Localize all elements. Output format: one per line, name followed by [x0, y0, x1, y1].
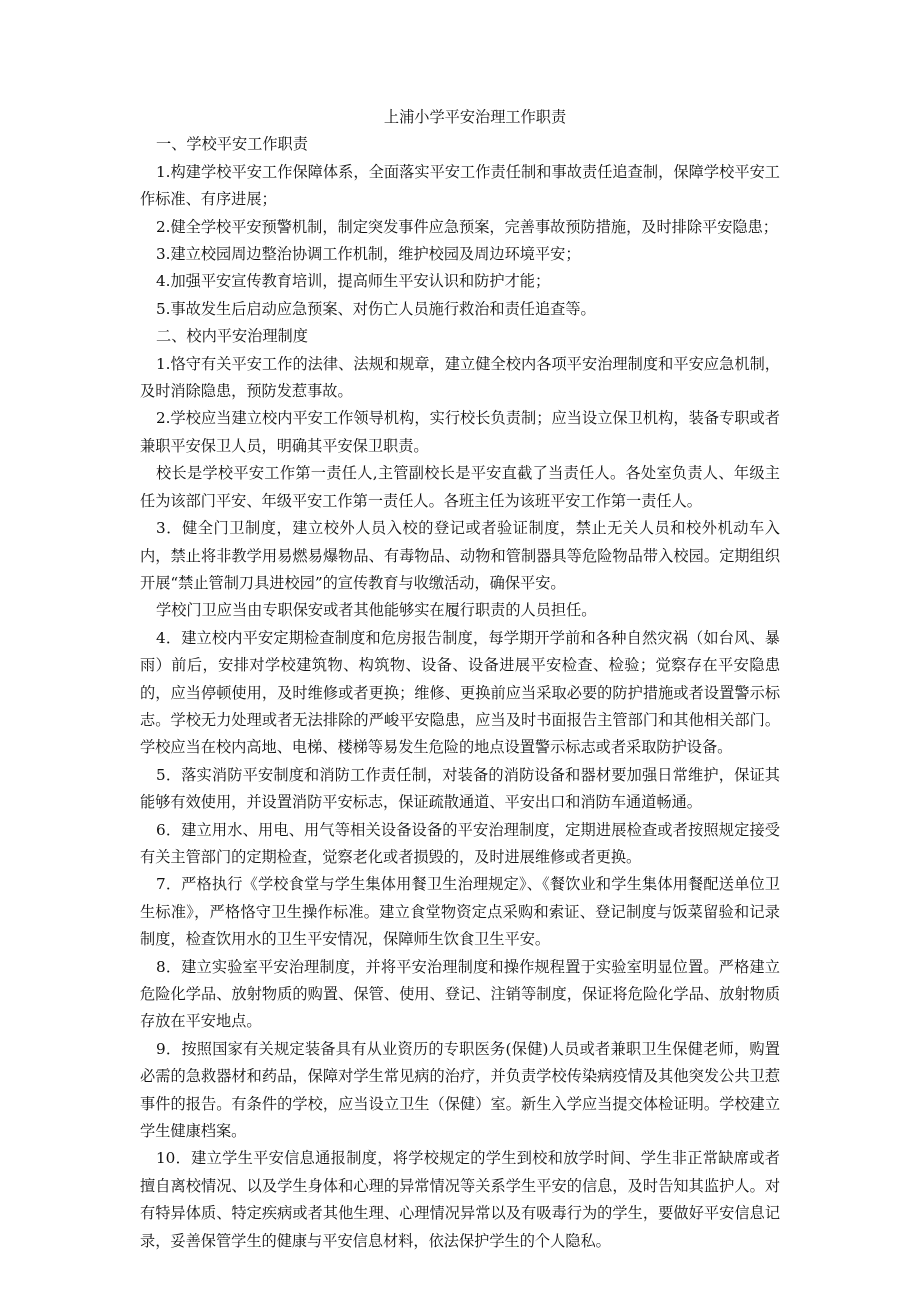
section-2-item-5: 5．落实消防平安制度和消防工作责任制，对装备的消防设备和器材要加强日常维护，保证其能够有效使用，并设置消防平安标志，保证疏散通道、平安出口和消防车通道畅通。	[140, 765, 780, 812]
section-1-item-5: 5.事故发生后启动应急预案、对伤亡人员施行救治和责任追查等。	[156, 299, 596, 318]
section-1-heading: 一、学校平安工作职责	[156, 135, 308, 154]
section-2-item-3: 3．健全门卫制度，建立校外人员入校的登记或者验证制度，禁止无关人员和校外机动车入内，禁止将非教学用易燃易爆物品、有毒物品、动物和管制器具等危险物品带入校园。定期组织开展“禁止管制刀具进校园”的宣传教育与收缴活动，确保平安。	[140, 519, 780, 592]
section-2-item-6: 6．建立用水、用电、用气等相关设备设备的平安治理制度，定期进展检查或者按照规定接受有关主管部门的定期检查，觉察老化或者损毁的，及时进展维修或者更换。	[140, 820, 780, 866]
section-2-item-2: 2.学校应当建立校内平安工作领导机构，实行校长负责制；应当设立保卫机构，装备专职或者兼职平安保卫人员，明确其平安保卫职责。	[140, 409, 780, 455]
document-title: 上浦小学平安治理工作职责	[383, 108, 567, 126]
section-1-item-3: 3.建立校园周边整治协调工作机制，维护校园及周边环境平安；	[156, 245, 581, 264]
section-2-heading: 二、校内平安治理制度	[156, 327, 308, 346]
section-1-item-4: 4.加强平安宣传教育培训，提高师生平安认识和防护才能；	[156, 272, 551, 291]
section-2-item-8: 8．建立实验室平安治理制度，并将平安治理制度和操作规程置于实验室明显位置。严格建立危险化学品、放射物质的购置、保管、使用、登记、注销等制度，保证将危险化学品、放射物质存放在平安地点。	[140, 957, 780, 1031]
section-2-item-9: 9．按照国家有关规定装备具有从业资历的专职医务(保健)人员或者兼职卫生保健老师，购置必需的急救器材和药品，保障对学生常见病的治疗，并负责学校传染病疫情及其他突发公共卫惹事件的报告。有条件的学校，应当设立卫生（保健）室。新生入学应当提交体检证明。学校建立学生健康档案。	[140, 1039, 780, 1141]
section-2-item-3b: 学校门卫应当由专职保安或者其他能够实在履行职责的人员担任。	[156, 601, 597, 620]
section-1-item-2: 2.健全学校平安预警机制，制定突发事件应急预案，完善事故预防措施，及时排除平安隐患；	[156, 217, 778, 236]
section-2-item-7: 7．严格执行《学校食堂与学生集体用餐卫生治理规定》、《餐饮业和学生集体用餐配送单位卫生标准》，严格恪守卫生操作标准。建立食堂物资定点采购和索证、登记制度与饭菜留验和记录制度，检查饮用水的卫生平安情况，保障师生饮食卫生平安。	[140, 875, 780, 949]
section-2-item-4: 4．建立校内平安定期检查制度和危房报告制度，每学期开学前和各种自然灾祸（如台风、暴雨）前后，安排对学校建筑物、构筑物、设备、设备进展平安检查、检验；觉察存在平安隐患的，应当停顿使用，及时维修或者更换；维修、更换前应当采取必要的防护措施或者设置警示标志。学校无力处理或者无法排除的严峻平安隐患，应当及时书面报告主管部门和其他相关部门。学校应当在校内高地、电梯、楼梯等易发生危险的地点设置警示标志或者采取防护设备。	[140, 628, 780, 757]
section-1-item-1: 1.构建学校平安工作保障体系，全面落实平安工作责任制和事故责任追查制，保障学校平安工作标准、有序进展；	[140, 162, 780, 209]
section-2-item-2b: 校长是学校平安工作第一责任人,主管副校长是平安直截了当责任人。各处室负责人、年级主任为该部门平安、年级平安工作第一责任人。各班主任为该班平安工作第一责任人。	[140, 464, 780, 510]
section-2-item-1: 1.恪守有关平安工作的法律、法规和规章，建立健全校内各项平安治理制度和平安应急机制，及时消除隐患，预防发惹事故。	[140, 354, 780, 401]
document-page	[140, 104, 780, 1255]
section-2-item-10: 10．建立学生平安信息通报制度，将学校规定的学生到校和放学时间、学生非正常缺席或者擅自离校情况、以及学生身体和心理的异常情况等关系学生平安的信息，及时告知其监护人。对有特异体质、特定疾病或者其他生理、心理情况异常以及有吸毒行为的学生，要做好平安信息记录，妥善保管学生的健康与平安信息材料，依法保护学生的个人隐私。	[140, 1149, 780, 1250]
